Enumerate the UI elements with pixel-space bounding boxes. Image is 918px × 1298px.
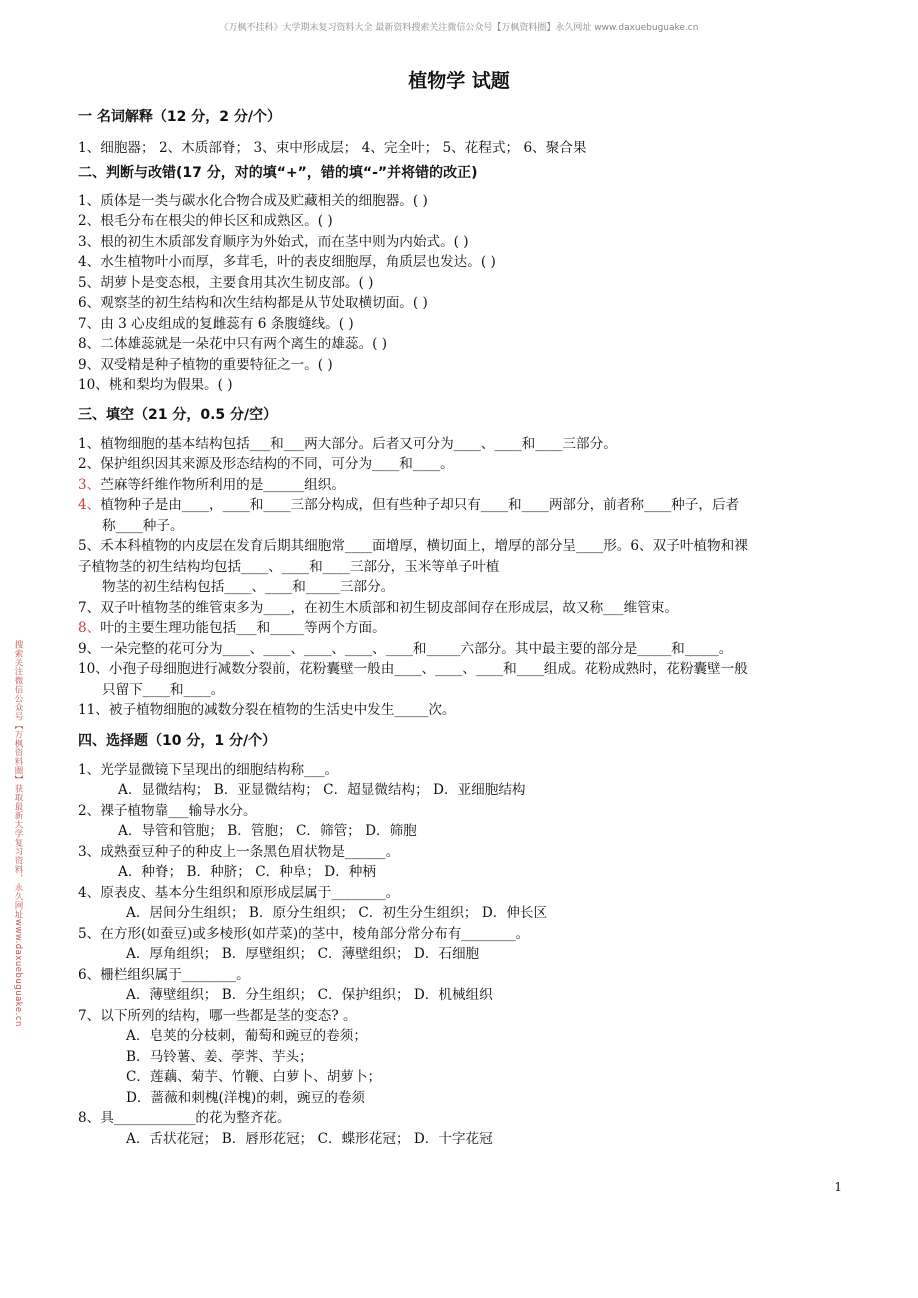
choice-options: D．蔷薇和刺槐(洋槐)的刺，豌豆的卷须: [126, 1089, 366, 1106]
choice-question: 6、栅栏组织属于________。: [78, 966, 250, 983]
section-4-heading: 四、选择题（10 分，1 分/个）: [78, 732, 277, 749]
fill-item: 5、禾本科植物的内皮层在发育后期其细胞常____面增厚，横切面上，增厚的部分呈____形。6、双子叶植物和裸: [78, 538, 748, 554]
fill-item: 11、被子植物细胞的减数分裂在植物的生活史中发生_____次。: [78, 702, 456, 718]
choice-options: A．种脊； B．种脐； C．种阜； D．种柄: [118, 864, 376, 880]
page-number: 1: [834, 1180, 842, 1194]
choice-options: B．马铃薯、姜、荸荠、芋头；: [126, 1048, 313, 1065]
choice-options: C．莲藕、菊芋、竹鞭、白萝卜、胡萝卜；: [126, 1069, 382, 1085]
judge-item: 5、胡萝卜是变态根，主要食用其次生韧皮部。( ): [78, 274, 374, 291]
page-title: 植物学 试题: [408, 70, 510, 92]
section-1-heading: 一 名词解释（12 分，2 分/个）: [78, 109, 281, 125]
fill-item: 2、保护组织因其来源及形态结构的不同，可分为____和____。: [78, 456, 454, 472]
choice-options: A．居间分生组织； B．原分生组织； C．初生分生组织； D．伸长区: [126, 905, 548, 921]
judge-item: 1、质体是一类与碳水化合物合成及贮藏相关的细胞器。( ): [78, 192, 428, 209]
section-2-heading: 二、判断与改错(17 分，对的填“+”，错的填“-”并将错的改正): [78, 164, 478, 181]
judge-item: 6、观察茎的初生结构和次生结构都是从节处取横切面。( ): [78, 295, 428, 311]
section-3-heading: 三、填空（21 分，0.5 分/空）: [78, 406, 278, 423]
choice-options: A．皂荚的分枝刺，葡萄和豌豆的卷须；: [126, 1028, 367, 1044]
judge-item: 10、桃和梨均为假果。( ): [78, 377, 233, 393]
exam-content: [78, 106, 850, 1149]
terms-line: 1、细胞器； 2、木质部脊； 3、束中形成层； 4、完全叶； 5、花程式； 6、聚合果: [78, 140, 587, 156]
fill-item: 1、植物细胞的基本结构包括___和___两大部分。后者又可分为____、____和____三部分。: [78, 435, 617, 452]
choice-options: A．厚角组织； B．厚壁组织； C．薄壁组织； D．石细胞: [126, 946, 480, 962]
fill-item: 7、双子叶植物茎的维管束多为____，在初生木质部和初生韧皮部间存在形成层，故又称___维管束。: [78, 599, 678, 616]
choice-question: 2、裸子植物靠___输导水分。: [78, 802, 257, 819]
judge-item: 8、二体雄蕊就是一朵花中只有两个离生的雄蕊。( ): [78, 336, 388, 352]
choice-options: A．显微结构； B．亚显微结构； C．超显微结构； D．亚细胞结构: [118, 782, 526, 798]
choice-options: A．舌状花冠； B．唇形花冠； C．蝶形花冠； D．十字花冠: [126, 1130, 493, 1147]
choice-question: 5、在方形(如蚕豆)或多棱形(如芹菜)的茎中，棱角部分常分布有________。: [78, 925, 530, 942]
fill-item-cont: 称____种子。: [102, 517, 184, 534]
item-text: 植物种子是由____，____和____三部分构成，但有些种子却只有____和____两部分，前者称____种子，后者: [100, 497, 740, 513]
item-number: 4、: [78, 497, 101, 513]
choice-question: 8、具____________的花为整齐花。: [78, 1110, 291, 1126]
fill-item-cont: 只留下____和____。: [102, 681, 225, 698]
judge-item: 2、根毛分布在根尖的伸长区和成熟区。( ): [78, 213, 333, 229]
fill-item: [78, 475, 850, 496]
judge-item: 4、水生植物叶小而厚，多茸毛，叶的表皮细胞厚，角质层也发达。( ): [78, 254, 496, 270]
item-text: 苎麻等纤维作物所利用的是______组织。: [100, 476, 345, 493]
item-number: 8、: [78, 620, 101, 636]
item-number: 3、: [78, 476, 101, 493]
judge-item: 9、双受精是种子植物的重要特征之一。( ): [78, 356, 333, 373]
judge-item: 3、根的初生木质部发育顺序为外始式，而在茎中则为内始式。( ): [78, 233, 469, 250]
choice-options: A．薄壁组织； B．分生组织； C．保护组织； D．机械组织: [126, 987, 493, 1003]
item-text: 叶的主要生理功能包括___和_____等两个方面。: [100, 620, 386, 636]
choice-question: 4、原表皮、基本分生组织和原形成层属于________。: [78, 884, 400, 901]
fill-item: [78, 618, 850, 639]
fill-item: 9、一朵完整的花可分为____、____、____、____、____和_____六部分。其中最主要的部分是_____和_____。: [78, 640, 733, 657]
choice-question: 1、光学显微镜下呈现出的细胞结构称___。: [78, 761, 339, 778]
page-header: 《万枫不挂科》大学期末复习资料大全 最新资料搜索关注微信公众号【万枫资料圈】永久网址 www.daxuebuguake.cn: [219, 23, 699, 33]
fill-item-cont: 物茎的初生结构包括____、____和_____三部分。: [102, 579, 395, 595]
fill-item: 10、小孢子母细胞进行减数分裂前，花粉囊壁一般由____、____、____和____组成。花粉成熟时，花粉囊壁一般: [78, 661, 748, 677]
choice-question: 7、以下所列的结构，哪一些都是茎的变态? 。: [78, 1007, 357, 1024]
judge-item: 7、由 3 心皮组成的复雌蕊有 6 条腹缝线。( ): [78, 315, 354, 332]
fill-item-cont: 子植物茎的初生结构均包括____、____和____三部分，玉米等单子叶植: [78, 558, 500, 575]
choice-question: 3、成熟蚕豆种子的种皮上一条黑色眉状物是______。: [78, 843, 400, 860]
fill-item: [78, 495, 850, 516]
choice-options: A．导管和管胞； B．管胞； C．筛管； D．筛胞: [118, 823, 417, 839]
side-watermark: 搜索关注微信公众号【万枫资料圈】获取最新大学复习资料，永久网址www.daxuebuguake.cn: [13, 640, 23, 1027]
